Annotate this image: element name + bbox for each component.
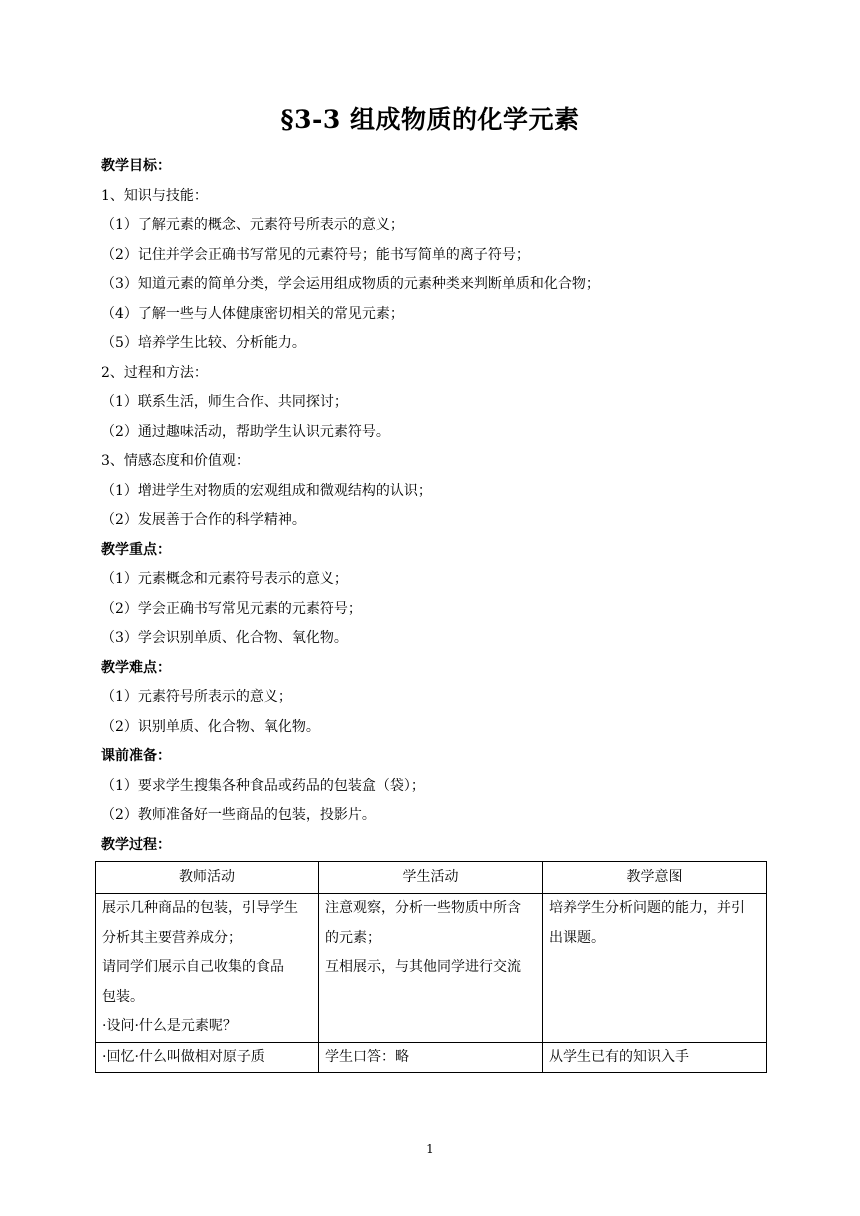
cell-text-line: 包装。 bbox=[102, 988, 144, 1005]
cell-text-line: 展示几种商品的包装，引导学生 bbox=[102, 900, 298, 916]
cell-text-line: 互相展示，与其他同学进行交流 bbox=[325, 959, 521, 975]
body-line: （1）元素概念和元素符号表示的意义； bbox=[101, 571, 348, 587]
teaching-intent-cell bbox=[543, 894, 767, 1043]
teacher-activity-cell bbox=[96, 894, 319, 1043]
body-line: （2）识别单质、化合物、氧化物。 bbox=[101, 718, 320, 735]
body-line: （1）增进学生对物质的宏观组成和微观结构的认识； bbox=[101, 482, 432, 499]
cell-text-line: 出课题。 bbox=[549, 929, 605, 946]
cell-text-line: ·设问·什么是元素呢？ bbox=[102, 1018, 237, 1034]
cell-text-line: 分析其主要营养成分； bbox=[102, 929, 242, 946]
teacher-activity-cell bbox=[96, 1042, 319, 1073]
body-line: 3、情感态度和价值观： bbox=[101, 453, 250, 469]
body-line: （2）教师准备好一些商品的包装，投影片。 bbox=[101, 807, 376, 823]
body-line: （2）学会正确书写常见元素的元素符号； bbox=[101, 600, 362, 617]
body-line: 1、知识与技能： bbox=[101, 187, 208, 204]
cell-text-line: ·回忆·什么叫做相对原子质 bbox=[102, 1048, 265, 1065]
document-title: §3-3 组成物质的化学元素 bbox=[280, 105, 580, 134]
cell-text-line: 学生口答：略 bbox=[325, 1048, 409, 1065]
body-line: （5）培养学生比较、分析能力。 bbox=[101, 335, 306, 351]
header-teaching-intent: 教学意图 bbox=[543, 862, 767, 894]
teaching-intent-cell bbox=[543, 1042, 767, 1073]
cell-text-line: 请同学们展示自己收集的食品 bbox=[102, 959, 284, 975]
section-heading: 课前准备： bbox=[101, 748, 171, 764]
table-header-row bbox=[96, 862, 767, 894]
header-teacher-activity: 教师活动 bbox=[96, 862, 319, 894]
body-line: （3）学会识别单质、化合物、氧化物。 bbox=[101, 630, 348, 646]
teaching-process-table bbox=[95, 861, 767, 1073]
header-student-activity: 学生活动 bbox=[319, 862, 543, 894]
student-activity-cell bbox=[319, 1042, 543, 1073]
table-row bbox=[96, 894, 767, 1043]
cell-text-line: 的元素； bbox=[325, 929, 381, 946]
body-line: （1）元素符号所表示的意义； bbox=[101, 689, 292, 705]
body-line: （2）通过趣味活动，帮助学生认识元素符号。 bbox=[101, 423, 390, 440]
body-line: （1）要求学生搜集各种食品或药品的包装盒（袋）； bbox=[101, 777, 425, 794]
cell-text-line: 注意观察，分析一些物质中所含 bbox=[325, 900, 521, 916]
table-row bbox=[96, 1042, 767, 1073]
page-number: 1 bbox=[426, 1142, 434, 1156]
body-line: （3）知道元素的简单分类，学会运用组成物质的元素种类来判断单质和化合物； bbox=[101, 276, 600, 292]
section-heading: 教学重点： bbox=[101, 541, 171, 558]
body-line: （2）记住并学会正确书写常见的元素符号；能书写简单的离子符号； bbox=[101, 246, 530, 263]
body-line: （1）联系生活，师生合作、共同探讨； bbox=[101, 394, 348, 410]
section-heading: 教学过程： bbox=[101, 836, 171, 853]
student-activity-cell bbox=[319, 894, 543, 1043]
body-line: （2）发展善于合作的科学精神。 bbox=[101, 512, 306, 528]
body-line: 2、过程和方法： bbox=[101, 364, 208, 381]
body-line: （4）了解一些与人体健康密切相关的常见元素； bbox=[101, 305, 404, 322]
document-body bbox=[101, 152, 771, 860]
cell-text-line: 培养学生分析问题的能力，并引 bbox=[549, 900, 745, 916]
section-heading: 教学难点： bbox=[101, 659, 171, 676]
cell-text-line: 从学生已有的知识入手 bbox=[549, 1048, 689, 1065]
body-line: （1）了解元素的概念、元素符号所表示的意义； bbox=[101, 217, 404, 233]
section-heading: 教学目标： bbox=[101, 158, 171, 174]
